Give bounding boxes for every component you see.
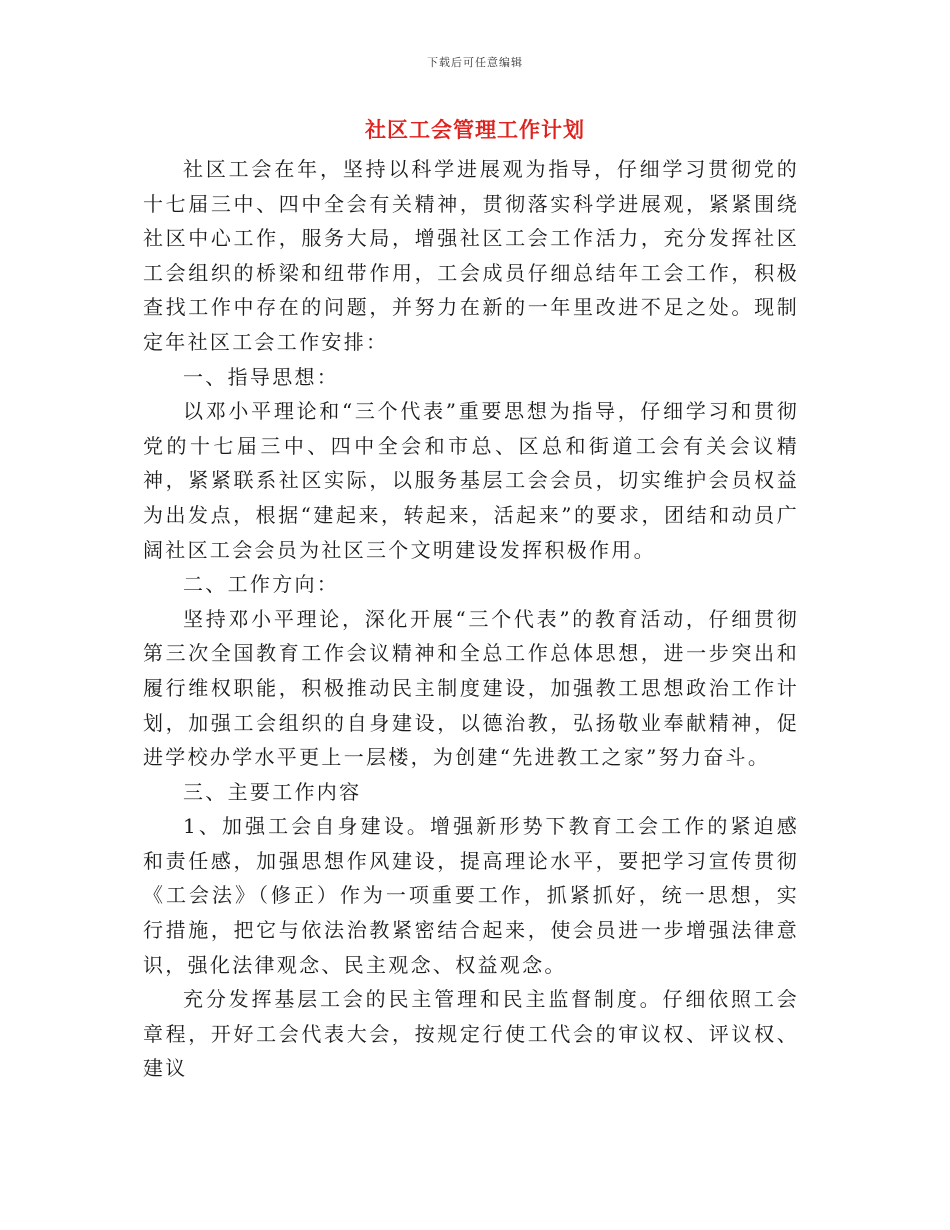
paragraph-work-direction: 坚持邓小平理论，深化开展“三个代表”的教育活动，仔细贯彻第三次全国教育工作会议精神和全总工作总体思想，进一步突出和履行维权职能，积极推动民主制度建设，加强教工思想政治工作计划，加强工会组织的自身建设，以德治教，弘扬敬业奉献精神，促进学校办学水平更上一层楼，为创建“先进教工之家”努力奋斗。	[143, 606, 799, 770]
section-heading-work-direction: 二、工作方向：	[183, 572, 340, 597]
section-heading-guiding-ideology: 一、指导思想：	[183, 364, 340, 389]
document-body	[143, 152, 799, 1086]
paragraph-intro: 社区工会在年，坚持以科学进展观为指导，仔细学习贯彻党的十七届三中、四中全会有关精神，贯彻落实科学进展观，紧紧围绕社区中心工作，服务大局，增强社区工会工作活力，充分发挥社区工会组织的桥梁和纽带作用，工会成员仔细总结年工会工作，积极查找工作中存在的问题，并努力在新的一年里改进不足之处。现制定年社区工会工作安排：	[143, 157, 799, 354]
paragraph-guiding-ideology: 以邓小平理论和“三个代表”重要思想为指导，仔细学习和贯彻党的十七届三中、四中全会和市总、区总和街道工会有关会议精神，紧紧联系社区实际，以服务基层工会会员，切实维护会员权益为出发点，根据“建起来，转起来，活起来”的要求，团结和动员广阔社区工会会员为社区三个文明建设发挥积极作用。	[143, 399, 799, 562]
paragraph-item-1: 1、加强工会自身建设。增强新形势下教育工会工作的紧迫感和责任感，加强思想作风建设，提高理论水平，要把学习宣传贯彻《工会法》（修正）作为一项重要工作，抓紧抓好，统一思想，实行措施，把它与依法治教紧密结合起来，使会员进一步增强法律意识，强化法律观念、民主观念、权益观念。	[143, 814, 799, 977]
header-note: 下载后可任意编辑	[427, 56, 523, 69]
section-heading-main-content: 三、主要工作内容	[183, 779, 362, 804]
document-title: 社区工会管理工作计划	[365, 117, 585, 142]
paragraph-democratic-management: 充分发挥基层工会的民主管理和民主监督制度。仔细依照工会章程，开好工会代表大会，按规定行使工代会的审议权、评议权、建议	[143, 987, 799, 1081]
